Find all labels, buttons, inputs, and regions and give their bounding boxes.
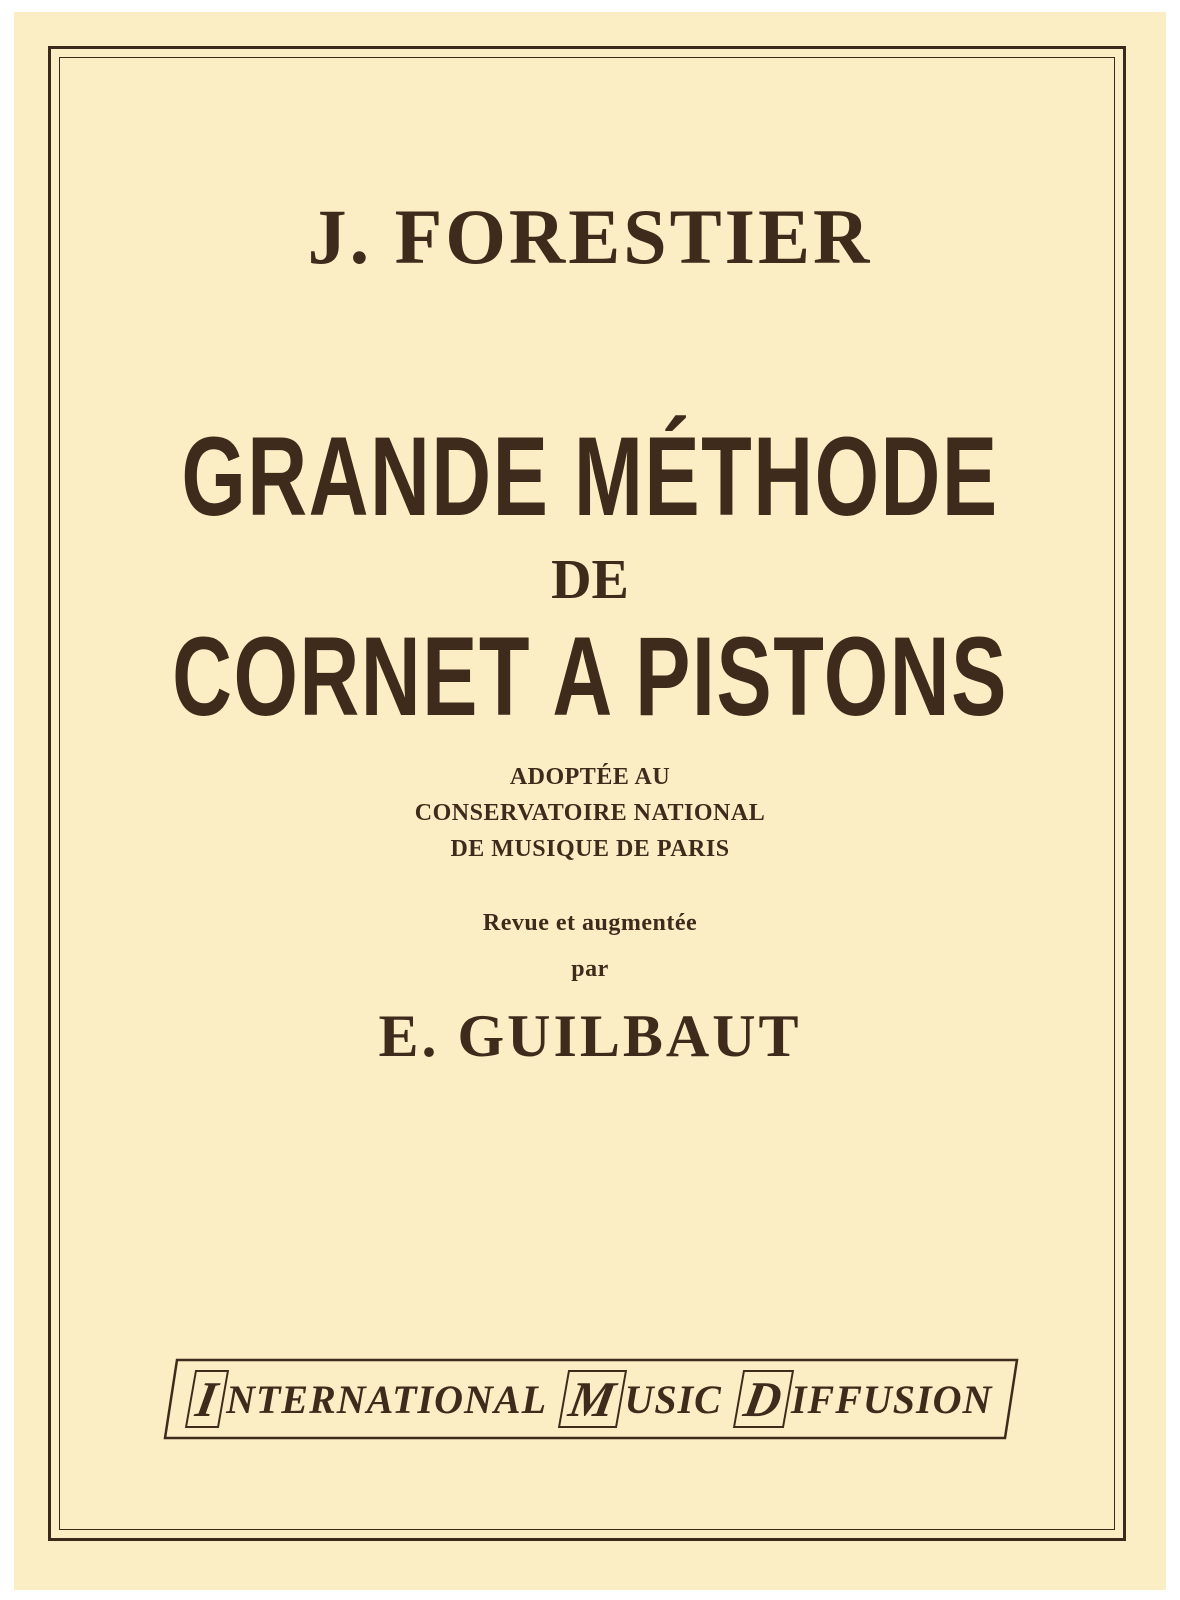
author-name: J. FORESTIER [307,193,873,280]
publisher-word-international [190,1370,547,1428]
adoption-line-3: DE MUSIQUE DE PARIS [450,836,730,862]
adoption-line-1: ADOPTÉE AU [509,764,671,790]
publisher-initial-m: M [558,1370,628,1428]
revision-note: Revue et augmentée [482,910,698,936]
publisher-initial-i: I [184,1370,229,1428]
publisher-word-diffusion [738,1370,993,1428]
title-line-3: CORNET A PISTONS [172,614,1008,739]
by-label: par [571,956,609,982]
title-line-2: DE [551,549,629,611]
publisher-word-rest: IFFUSION [790,1376,993,1422]
title-line-1: GRANDE MÉTHODE [181,414,999,539]
publisher-initial-d: D [733,1370,794,1428]
adoption-line-2: CONSERVATOIRE NATIONAL [414,800,766,826]
publisher-logo [163,1358,1019,1440]
publisher-name [163,1358,1019,1440]
publisher-word-rest: USIC [624,1376,722,1422]
publisher-word-rest: NTERNATIONAL [226,1376,548,1422]
reviser-name: E. GUILBAUT [378,1003,802,1069]
publisher-word-music [563,1370,722,1428]
